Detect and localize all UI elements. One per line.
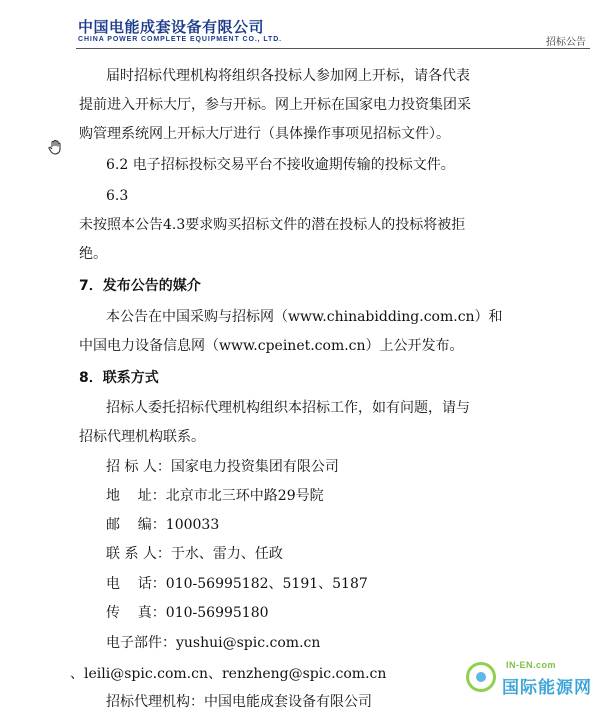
company-logo-cn: 中国电能成套设备有限公司 (78, 18, 265, 36)
contact-fax: 传 真：010-56995180 (106, 605, 269, 621)
para-7-line-1: 本公告在中国采购与招标网（www.chinabidding.com.cn）和 (106, 309, 503, 325)
para-1-line-2: 提前进入开标大厅，参与开标。网上开标在国家电力投资集团采 (79, 97, 471, 113)
para-6-3-line-2: 绝。 (79, 246, 107, 262)
contact-email: 电子部件：yushui@spic.com.cn (106, 635, 321, 651)
section-tag: 招标公告 (546, 37, 586, 48)
contact-phone: 电 话：010-56995182、5191、5187 (106, 576, 368, 592)
page-header (0, 0, 600, 52)
para-1-line-1: 届时招标代理机构将组织各投标人参加网上开标，请各代表 (106, 68, 470, 84)
contact-agency: 招标代理机构：中国电能成套设备有限公司 (106, 694, 372, 710)
para-6-3-line-1: 未按照本公告4.3要求购买招标文件的潜在投标人的投标将被拒 (79, 217, 466, 233)
para-6-3: 6.3 (106, 188, 129, 204)
contact-address: 地 址：北京市北三环中路29号院 (106, 488, 324, 504)
watermark-logo (466, 658, 596, 708)
watermark-site: IN-EN.com (506, 660, 557, 670)
header-rule (76, 48, 590, 49)
para-8-line-2: 招标代理机构联系。 (79, 429, 205, 445)
heading-section-8: 8．联系方式 (79, 370, 159, 386)
contact-tenderer: 招 标 人：国家电力投资集团有限公司 (106, 459, 339, 475)
para-6-2: 6.2 电子招标投标交易平台不接收逾期传输的投标文件。 (106, 157, 455, 173)
para-7-line-2: 中国电力设备信息网（www.cpeinet.com.cn）上公开发布。 (79, 338, 464, 354)
heading-section-7: 7．发布公告的媒介 (79, 278, 201, 294)
para-1-line-3: 购管理系统网上开标大厅进行（具体操作事项见招标文件）。 (79, 126, 450, 142)
contact-persons: 联 系 人：于水、雷力、任政 (106, 546, 283, 562)
watermark-name: 国际能源网 (502, 678, 592, 698)
hand-cursor-icon (47, 139, 63, 155)
para-8-line-1: 招标人委托招标代理机构组织本招标工作，如有问题，请与 (106, 400, 470, 416)
contact-postcode: 邮 编：100033 (106, 517, 220, 533)
watermark-circle-icon (466, 662, 496, 692)
company-logo-en: CHINA POWER COMPLETE EQUIPMENT CO., LTD. (78, 36, 282, 43)
contact-email-continued: 、leili@spic.com.cn、renzheng@spic.com.cn (70, 666, 387, 682)
